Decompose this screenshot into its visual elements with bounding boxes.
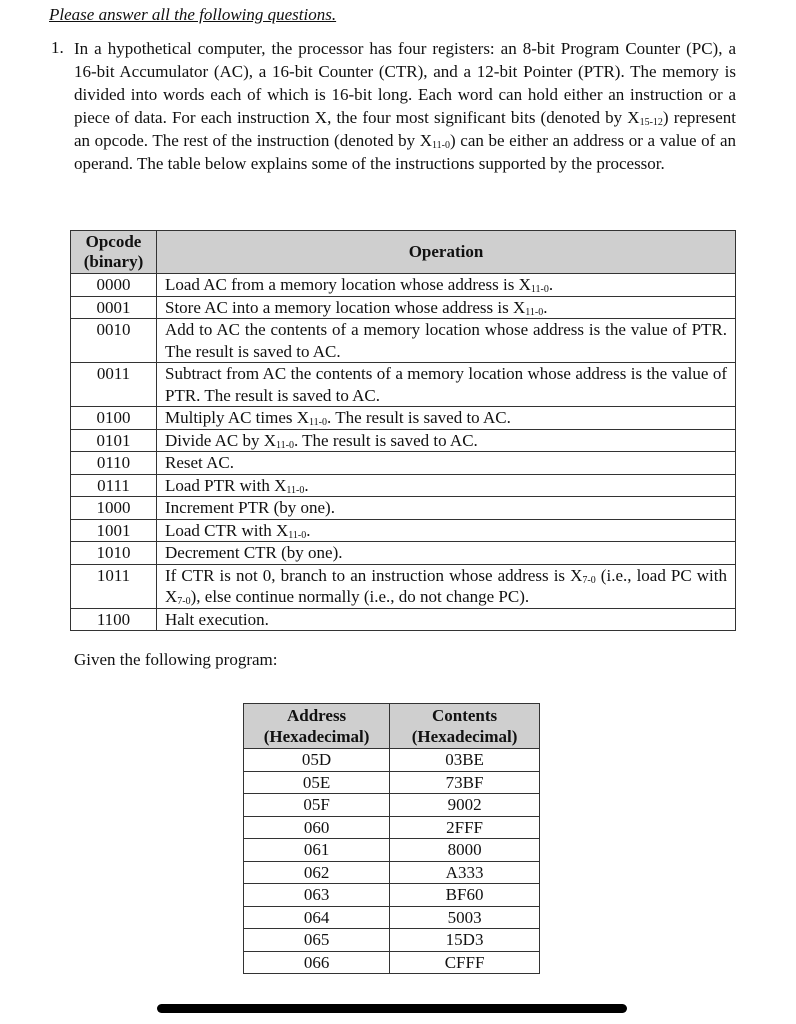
given-program-text: Given the following program: [74,650,278,669]
opcode-row [71,429,736,452]
address-cell: 063 [244,884,390,907]
question-text-part-3: ) can be either an address or a value of an operand. The table below explains some of the instructions supported by the processor. [74,131,736,174]
opcode-cell: 1000 [71,497,157,520]
address-cell: 060 [244,816,390,839]
operation-text: Store AC into a memory location whose address is X [165,297,526,317]
operation-subscript: 7-0 [177,596,191,607]
contents-cell: 8000 [390,839,540,862]
opcode-cell: 1100 [71,608,157,631]
contents-cell: 2FFF [390,816,540,839]
opcode-row [71,452,736,475]
contents-cell: 73BF [390,771,540,794]
question-text-part-2: ) represent an opcode. The rest of the instruction (denoted by X [74,108,736,151]
operation-cell [157,564,736,608]
address-cell: 065 [244,929,390,952]
opcode-header: Opcode (binary) [71,231,157,274]
opcode-row [71,542,736,565]
opcode-row [71,363,736,407]
opcode-cell: 1001 [71,519,157,542]
program-table-body [244,749,540,974]
contents-cell: CFFF [390,951,540,974]
opcode-cell: 0011 [71,363,157,407]
question-text [74,37,736,176]
operation-cell [157,497,736,520]
contents-cell: 5003 [390,906,540,929]
address-cell: 05E [244,771,390,794]
opcode-row [71,274,736,297]
opcode-cell: 1011 [71,564,157,608]
operation-cell [157,474,736,497]
operation-subscript: 11-0 [288,529,307,541]
operation-text: Decrement CTR (by one). [165,543,343,562]
operation-cell [157,519,736,542]
page-heading: Please answer all the following questions. [49,5,337,24]
operation-text: Halt execution. [165,609,269,629]
program-row [244,884,540,907]
opcode-table-header [71,231,736,274]
program-row [244,951,540,974]
address-cell: 061 [244,839,390,862]
opcode-row [71,497,736,520]
opcode-cell: 0101 [71,429,157,452]
program-row [244,794,540,817]
operation-cell [157,274,736,297]
operation-text: Increment PTR (by one). [165,498,335,517]
opcode-row [71,319,736,363]
operation-text: . The result is saved to AC. [327,408,511,427]
operation-text: Add to AC the contents of a memory location whose address is the value of PTR. The result is saved to AC. [165,320,727,361]
operation-text: Reset AC. [165,453,234,472]
operation-text: Multiply AC times X [165,408,310,427]
operation-cell [157,608,736,631]
operation-text: Load CTR with X [165,520,289,540]
opcode-row [71,474,736,497]
operation-header: Operation [157,231,736,274]
operation-cell [157,296,736,319]
address-cell: 05F [244,794,390,817]
operation-text: . The result is saved to AC. [293,430,478,450]
program-row [244,929,540,952]
address-cell: 066 [244,951,390,974]
operation-text: . [543,297,548,317]
operation-subscript: 11-0 [530,284,549,295]
opcode-cell: 1010 [71,542,157,565]
operation-text: . [304,475,309,495]
operation-text: . [548,275,554,294]
operation-subscript: 11-0 [286,484,305,496]
opcode-cell: 0001 [71,296,157,319]
question-number: 1. [51,38,64,57]
program-table [243,703,540,974]
operation-text: ), else continue normally (i.e., do not change PC). [190,587,530,606]
program-table-header [244,704,540,749]
operation-subscript: 11-0 [309,417,328,428]
opcode-cell: 0010 [71,319,157,363]
program-row [244,906,540,929]
question-subscript-1: 15-12 [639,117,663,129]
operation-text: . [306,520,311,540]
program-row [244,816,540,839]
opcode-row [71,519,736,542]
contents-cell: 9002 [390,794,540,817]
operation-cell [157,363,736,407]
operation-cell [157,542,736,565]
opcode-row [71,407,736,430]
contents-header: Contents (Hexadecimal) [390,704,540,749]
contents-cell: BF60 [390,884,540,907]
program-row [244,749,540,772]
operation-cell [157,429,736,452]
address-cell: 05D [244,749,390,772]
operation-subscript: 11-0 [525,306,544,318]
opcode-cell: 0111 [71,474,157,497]
program-row [244,771,540,794]
opcode-row [71,296,736,319]
operation-text: If CTR is not 0, branch to an instruction whose address is X [165,565,583,585]
operation-text: Load PTR with X [165,475,287,495]
opcode-row [71,608,736,631]
contents-cell: 15D3 [390,929,540,952]
opcode-cell: 0110 [71,452,157,475]
opcode-cell: 0000 [71,274,157,297]
opcode-row [71,564,736,608]
opcode-table-body [71,274,736,631]
address-header: Address (Hexadecimal) [244,704,390,749]
opcode-cell: 0100 [71,407,157,430]
question-text-part-1: In a hypothetical computer, the processor has four registers: an 8-bit Program Counter (PC), a 16-bit Accumulator (AC), a 16-bit Counter (CTR), and a 12-bit Pointer (PTR). The memory is divided into words each of which is 16-bit long. Each word can hold either an instruction or a piece of data. For each instruction X, the four most significant bits (denoted by X [74,39,736,128]
address-cell: 062 [244,861,390,884]
question-subscript-2: 11-0 [432,140,451,152]
opcode-table [70,230,736,631]
contents-cell: 03BE [390,749,540,772]
contents-cell: A333 [390,861,540,884]
program-row [244,861,540,884]
operation-subscript: 11-0 [275,439,294,451]
operation-text: Load AC from a memory location whose address is X [165,275,531,294]
operation-subscript: 7-0 [582,574,596,586]
address-cell: 064 [244,906,390,929]
operation-text: Divide AC by X [165,430,276,450]
operation-cell [157,319,736,363]
operation-text: Subtract from AC the contents of a memory location whose address is the value of PTR. The result is saved to AC. [165,364,727,405]
home-indicator[interactable] [157,1004,627,1013]
operation-text: (i.e., load PC with X [165,565,728,606]
operation-cell [157,407,736,430]
program-row [244,839,540,862]
operation-cell [157,452,736,475]
